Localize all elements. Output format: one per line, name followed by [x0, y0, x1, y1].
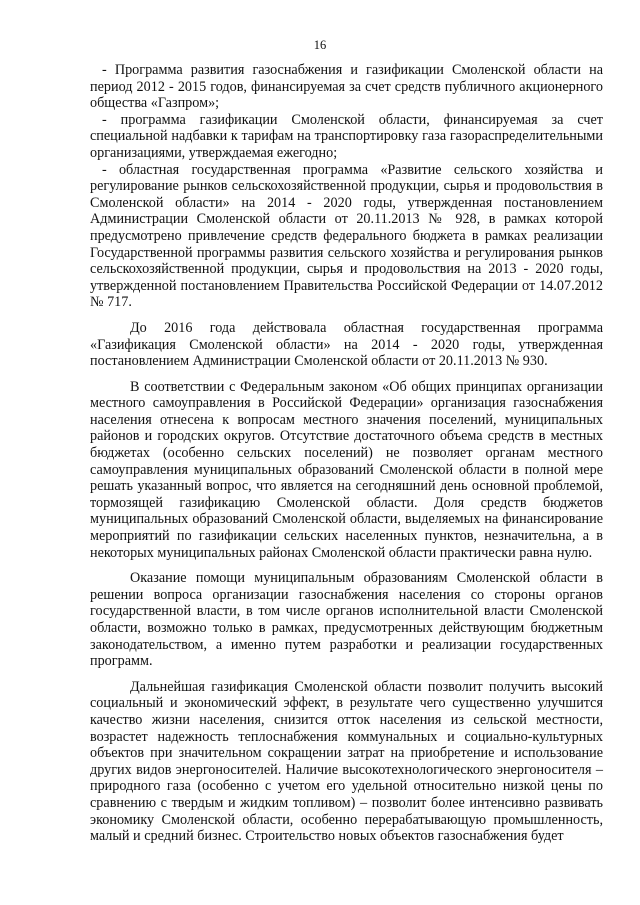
page-number: 16 — [313, 38, 327, 52]
paragraph-gazprom-program: - Программа развития газоснабжения и газификации Смоленской области на период 2012 - 2015 годов, финансируемая за счет средств публичного акционерного общества «Газпром»; — [90, 62, 603, 112]
document-body — [90, 62, 603, 845]
paragraph-gasification-program: До 2016 года действовала областная государственная программа «Газификация Смоленской области» на 2014 - 2020 годы, утвержденная постановлением Администрации Смоленской области от 20.11.2013 № 930. — [90, 319, 603, 370]
paragraph-agriculture-program: - областная государственная программа «Развитие сельского хозяйства и регулирование рынков сельскохозяйственной продукции, сырья и продовольствия в Смоленской области» на 2014 - 2020 годы, утвержденная постановлением Администрации Смоленской области от 20.11.2013 № 928, в рамках которой предусмотрено привлечение средств федерального бюджета в рамках реализации Государственной программы развития сельского хозяйства и регулирования рынков сельскохозяйственной продукции, сырья и продовольствия на 2013 - 2020 годы, утвержденной постановлением Правительства Российской Федерации от 14.07.2012 № 717. — [90, 161, 603, 311]
paragraph-municipal-assistance: Оказание помощи муниципальным образованиям Смоленской области в решении вопроса организации газоснабжения населения со стороны органов государственной власти, в том числе органов исполнительной власти Смоленской области, возможно только в рамках, предусмотренных действующим бюджетным законодательством, а именно путем разработки и реализации государственных программ. — [90, 570, 603, 670]
paragraph-tariff-program: - программа газификации Смоленской области, финансируемая за счет специальной надбавки к тарифам на транспортировку газа газораспределительными организациями, утверждаемая ежегодно; — [90, 111, 603, 161]
paragraph-federal-law: В соответствии с Федеральным законом «Об общих принципах организации местного самоуправления в Российской Федерации» организация газоснабжения населения отнесена к вопросам местного значения поселений, муниципальных районов и городских округов. Отсутствие достаточного объема средств в местных бюджетах (особенно сельских поселений) не позволяет органам местного самоуправления муниципальных образований Смоленской области в полной мере решать указанный вопрос, что является на сегодняшний день основной проблемой, тормозящей газификацию Смоленской области. Доля средств бюджетов муниципальных образований Смоленской области, выделяемых на финансирование мероприятий по газификации сельских населенных пунктов, незначительна, а в некоторых муниципальных районах Смоленской области практически равна нулю. — [90, 378, 603, 561]
paragraph-further-gasification: Дальнейшая газификация Смоленской области позволит получить высокий социальный и экономический эффект, в результате чего существенно улучшится качество жизни населения, снизится отток населения из сельской местности, возрастет надежность теплоснабжения коммунальных и социально-культурных объектов при значительном сокращении затрат на приобретение и использование других видов энергоносителей. Наличие высокотехнологического энергоносителя – природного газа (особенно с учетом его удельной относительно низкой цены по сравнению с твердым и жидким топливом) – позволит более интенсивно развивать экономику Смоленской области, особенно перерабатывающую промышленность, малый и средний бизнес. Строительство новых объектов газоснабжения будет — [90, 678, 603, 845]
